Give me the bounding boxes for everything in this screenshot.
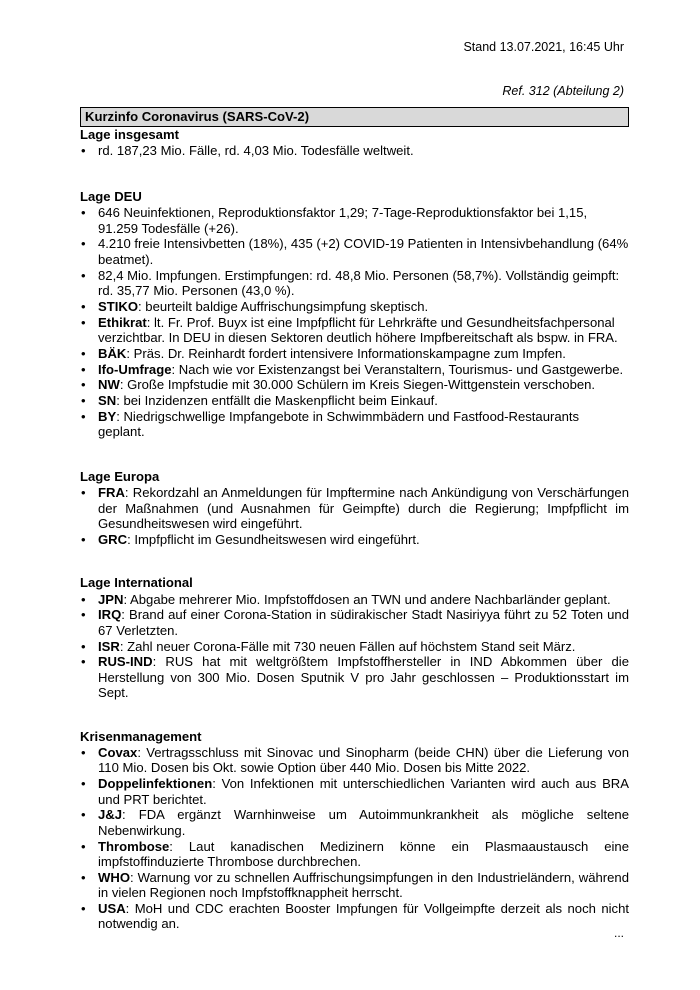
list-item: [80, 299, 629, 314]
item-text: : Impfpflicht im Gesundheitswesen wird eingeführt.: [127, 531, 420, 547]
list-item: [80, 776, 629, 807]
bullet-icon: •: [81, 901, 86, 917]
section-heading: Lage Europa: [80, 468, 160, 484]
document-title: Kurzinfo Coronavirus (SARS-CoV-2): [80, 107, 629, 127]
item-text: : Nach wie vor Existenzangst bei Veranstaltern, Tourismus- und Gastgewerbe.: [171, 361, 624, 377]
document-date: Stand 13.07.2021, 16:45 Uhr: [463, 40, 624, 54]
item-text: : bei Inzidenzen entfällt die Maskenpflicht beim Einkauf.: [116, 393, 438, 409]
item-text: : RUS hat mit weltgrößtem Impfstoffhersteller in IND Abkommen über die Herstellung von 300 Mio. Dosen Sputnik V pro Jahr geschlossen – Produktionsstart im Sept.: [98, 654, 629, 701]
bullet-list: [80, 485, 629, 547]
item-keyword: NW: [98, 377, 120, 393]
item-keyword: WHO: [98, 869, 130, 885]
list-item: [80, 236, 629, 267]
bullet-icon: •: [81, 838, 86, 854]
bullet-list: [80, 205, 629, 440]
list-item: [80, 315, 629, 346]
section-lage-international: [80, 575, 629, 700]
bullet-icon: •: [81, 298, 86, 314]
section-lage-deu: [80, 189, 629, 440]
item-keyword: Doppelinfektionen: [98, 776, 213, 792]
list-item: [80, 393, 629, 408]
item-keyword: RUS-IND: [98, 654, 153, 670]
item-keyword: BÄK: [98, 345, 127, 361]
section-heading: Lage International: [80, 575, 193, 591]
bullet-icon: •: [81, 869, 86, 885]
list-item: [80, 377, 629, 392]
item-text: : Laut kanadischen Medizinern könne ein Plasmaaustausch eine impfstoffinduzierte Thrombose durchbrechen.: [98, 838, 629, 870]
bullet-icon: •: [81, 205, 86, 221]
document-body: [80, 107, 629, 932]
bullet-icon: •: [81, 745, 86, 760]
bullet-icon: •: [81, 807, 86, 823]
item-text: : Rekordzahl an Anmeldungen für Impftermine nach Ankündigung von Verschärfungen der Maßnahmen (und Ausnahmen für Geimpfte) durch die Regierung; Impfpflicht im Gesundheitswesen wird eingeführt.: [98, 485, 629, 531]
bullet-list: [80, 745, 629, 932]
list-item: [80, 745, 629, 776]
list-item: [80, 346, 629, 361]
bullet-icon: •: [81, 638, 86, 654]
item-text: : Zahl neuer Corona-Fälle mit 730 neuen Fällen auf höchstem Stand seit März.: [119, 638, 576, 654]
section-heading: Lage insgesamt: [80, 127, 179, 142]
list-item: [80, 901, 629, 932]
item-keyword: JPN: [98, 591, 124, 607]
list-item: [80, 362, 629, 377]
bullet-icon: •: [81, 591, 86, 607]
bullet-icon: •: [81, 776, 86, 792]
item-text: : Von Infektionen mit unterschiedlichen Varianten wird auch aus BRA und PRT berichtet.: [98, 776, 629, 807]
item-text: : Brand auf einer Corona-Station in südirakischer Stadt Nasiriyya führt zu 52 Toten und 67 Verletzten.: [98, 607, 629, 638]
item-text: 82,4 Mio. Impfungen. Erstimpfungen: rd. 48,8 Mio. Personen (58,7%). Vollständig geimpft: rd. 35,77 Mio. Personen (43,0 %).: [98, 267, 620, 298]
bullet-icon: •: [81, 654, 86, 670]
bullet-icon: •: [81, 485, 86, 501]
item-text: : MoH und CDC erachten Booster Impfungen für Vollgeimpfte derzeit als noch nicht notwendig an.: [98, 901, 629, 932]
item-keyword: ISR: [98, 638, 120, 654]
list-item: [80, 143, 629, 158]
list-item: [80, 807, 629, 838]
section-heading: Lage DEU: [80, 188, 142, 204]
bullet-list: [80, 143, 629, 158]
list-item: [80, 532, 629, 547]
item-text: rd. 187,23 Mio. Fälle, rd. 4,03 Mio. Todesfälle weltweit.: [98, 143, 414, 159]
section-krisenmanagement: [80, 729, 629, 932]
list-item: [80, 607, 629, 638]
continuation-marker: ...: [613, 926, 624, 940]
bullet-icon: •: [81, 408, 86, 424]
bullet-icon: •: [81, 531, 86, 547]
bullet-list: [80, 592, 629, 701]
document-reference: Ref. 312 (Abteilung 2): [502, 84, 624, 98]
list-item: [80, 205, 629, 236]
list-item: [80, 592, 629, 607]
bullet-icon: •: [81, 143, 86, 159]
section-lage-europa: [80, 469, 629, 547]
list-item: [80, 839, 629, 870]
section-heading: Krisenmanagement: [80, 728, 202, 744]
bullet-icon: •: [81, 267, 86, 283]
item-text: : Große Impfstudie mit 30.000 Schülern im Kreis Siegen-Wittgenstein verschoben.: [119, 377, 596, 393]
bullet-icon: •: [81, 607, 86, 623]
item-keyword: IRQ: [98, 607, 122, 623]
item-text: 646 Neuinfektionen, Reproduktionsfaktor 1,29; 7-Tage-Reproduktionsfaktor bei 1,15, 91.259 Todesfälle (+26).: [98, 205, 588, 236]
item-text: : Präs. Dr. Reinhardt fordert intensivere Informationskampagne zum Impfen.: [126, 345, 566, 361]
list-item: [80, 639, 629, 654]
item-text: : FDA ergänzt Warnhinweise um Autoimmunkrankheit als mögliche seltene Nebenwirkung.: [98, 807, 629, 838]
bullet-icon: •: [81, 236, 86, 252]
item-keyword: Thrombose: [98, 838, 170, 854]
item-text: : Niedrigschwellige Impfangebote in Schwimmbädern und Fastfood-Restaurants geplant.: [98, 408, 580, 440]
item-keyword: Covax: [98, 745, 138, 760]
item-keyword: Ifo-Umfrage: [98, 361, 172, 377]
item-keyword: STIKO: [98, 298, 139, 314]
bullet-icon: •: [81, 345, 86, 361]
bullet-icon: •: [81, 314, 86, 330]
item-keyword: GRC: [98, 531, 128, 547]
item-text: : beurteilt baldige Auffrischungsimpfung skeptisch.: [138, 298, 429, 314]
list-item: [80, 409, 629, 440]
item-text: : Warnung vor zu schnellen Auffrischungsimpfungen in den Industrieländern, während in vielen Regionen noch Impfstoffknappheit herrscht.: [98, 869, 629, 901]
list-item: [80, 268, 629, 299]
bullet-icon: •: [81, 377, 86, 393]
list-item: [80, 870, 629, 901]
item-text: 4.210 freie Intensivbetten (18%), 435 (+2) COVID-19 Patienten in Intensivbehandlung (64% beatmet).: [98, 236, 629, 267]
section-lage-insgesamt: [80, 127, 629, 159]
list-item: [80, 485, 629, 531]
item-keyword: FRA: [98, 485, 125, 501]
item-keyword: SN: [98, 393, 117, 409]
item-keyword: Ethikrat: [98, 314, 147, 330]
item-keyword: BY: [98, 408, 117, 424]
item-keyword: J&J: [98, 807, 123, 823]
item-text: : Abgabe mehrerer Mio. Impfstoffdosen an TWN und andere Nachbarländer geplant.: [123, 591, 611, 607]
item-text: : Vertragsschluss mit Sinovac und Sinopharm (beide CHN) über die Lieferung von 110 Mio. Dosen bis Okt. sowie Option über 440 Mio. Dosen bis Mitte 2022.: [98, 745, 629, 776]
item-keyword: USA: [98, 901, 126, 917]
bullet-icon: •: [81, 361, 86, 377]
bullet-icon: •: [81, 393, 86, 409]
list-item: [80, 654, 629, 700]
item-text: : lt. Fr. Prof. Buyx ist eine Impfpflicht für Lehrkräfte und Gesundheitsfachpersonal verzichtbar. In DEU in diesen Sektoren deutlich höhere Impfbereitschaft als bspw. in FRA.: [98, 314, 618, 345]
